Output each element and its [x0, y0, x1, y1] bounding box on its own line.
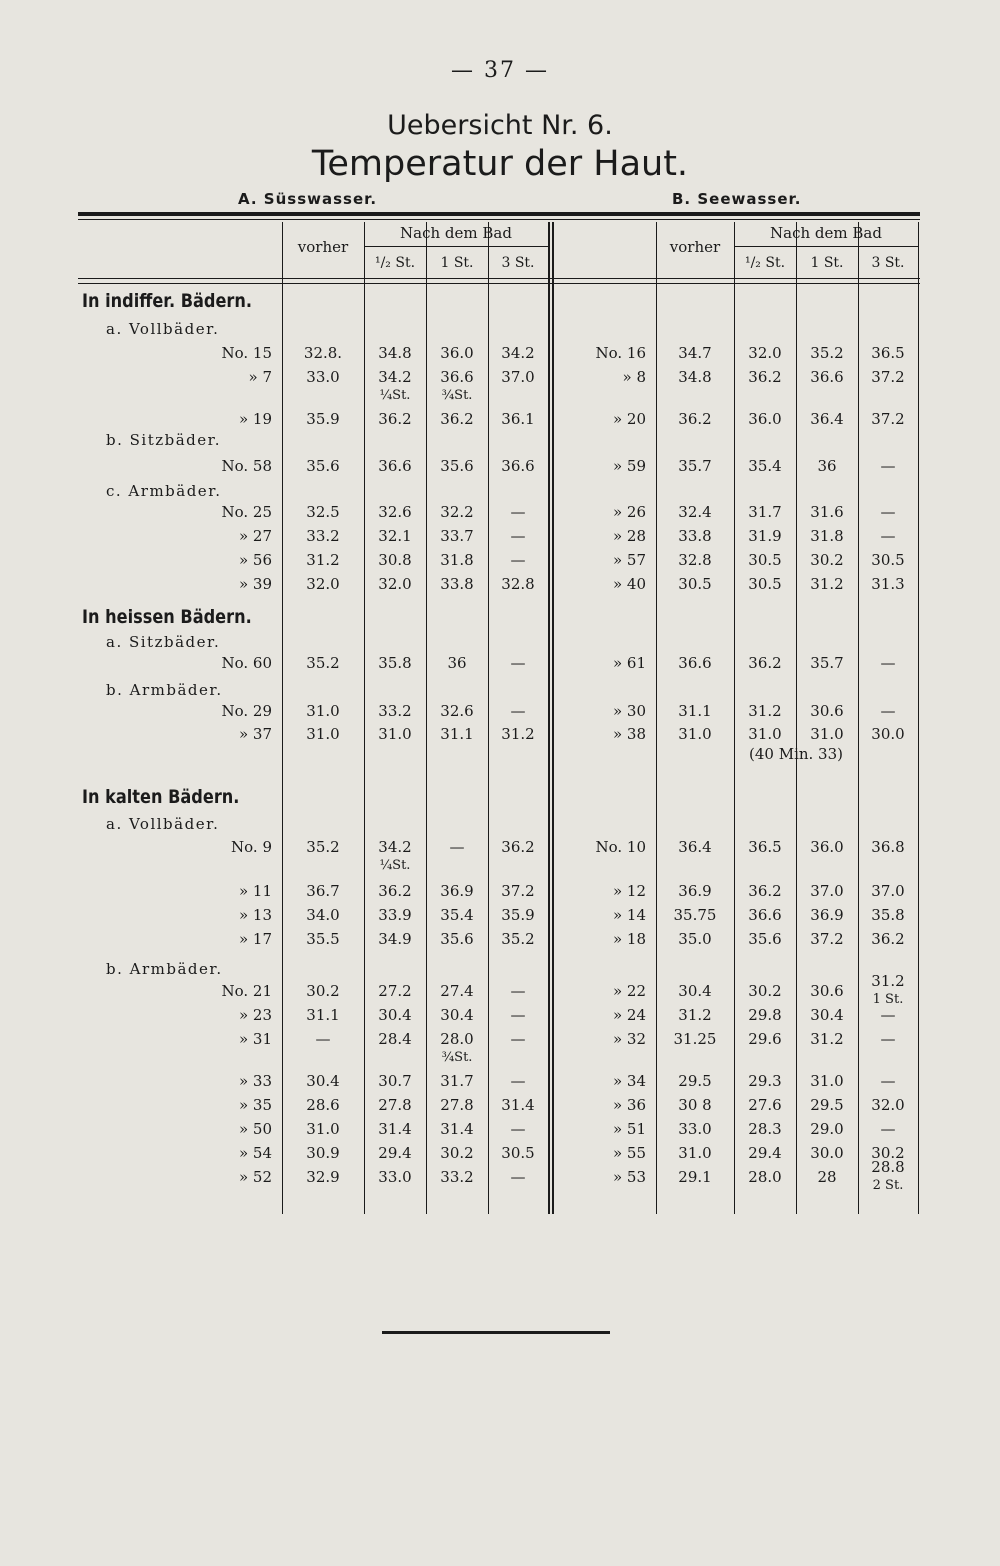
- row-label-b: » 30: [612, 702, 646, 720]
- cell-a: 31.2: [501, 725, 535, 743]
- cell-a: 32.9: [306, 1168, 340, 1186]
- cell-b: 35.2: [810, 344, 844, 362]
- cell-b: 31.8: [810, 527, 844, 545]
- cell-b: 30.6: [810, 982, 844, 1000]
- cell-b: 36.5: [871, 344, 905, 362]
- cell-b: 30.0: [871, 725, 905, 743]
- cell-a: 36: [447, 654, 467, 672]
- header-half-a: ¹/₂ St.: [374, 255, 416, 271]
- cell-b: 30.5: [748, 575, 782, 593]
- row-label-b: » 59: [612, 457, 646, 475]
- cell-a: 37.0: [501, 368, 535, 386]
- cell-b: 36.0: [748, 410, 782, 428]
- cell-b: —: [880, 527, 896, 545]
- cell-a: 31.0: [306, 725, 340, 743]
- cell-a: 30.8: [378, 551, 412, 569]
- subgroup-heading: b. Sitzbäder.: [106, 431, 221, 449]
- cell-a: 34.0: [306, 906, 340, 924]
- cell-b: —: [880, 654, 896, 672]
- cell-a: 33.2: [378, 702, 412, 720]
- cell-b: 30.5: [748, 551, 782, 569]
- row-label-a: » 31: [238, 1030, 272, 1048]
- cell-a: 36.2: [378, 882, 412, 900]
- cell-b: 30.2: [871, 1144, 905, 1162]
- cell-a: 30.2: [440, 1144, 474, 1162]
- subgroup-heading: a. Vollbäder.: [106, 320, 220, 338]
- cell-a: 34.2: [378, 368, 412, 386]
- cell-a: 34.2: [378, 838, 412, 856]
- row-label-a: » 19: [238, 410, 272, 428]
- cell-b: 30.2: [810, 551, 844, 569]
- cell-a: 32.0: [378, 575, 412, 593]
- cell-b: 30 8: [678, 1096, 712, 1114]
- cell-b: 30.6: [810, 702, 844, 720]
- cell-a: 27.8: [440, 1096, 474, 1114]
- cell-a: —: [315, 1030, 331, 1048]
- cell-note-b: 1 St.: [872, 992, 904, 1007]
- cell-b: 29.4: [748, 1144, 782, 1162]
- row-label-a: No. 25: [221, 503, 272, 521]
- row-label-b: » 55: [612, 1144, 646, 1162]
- subgroup-heading: b. Armbäder.: [106, 681, 223, 699]
- row-label-a: » 56: [238, 551, 272, 569]
- bottom-rule: [382, 1331, 610, 1334]
- row-label-a: » 52: [238, 1168, 272, 1186]
- cell-note-a: ¾St.: [441, 388, 473, 403]
- cell-a: 31.4: [501, 1096, 535, 1114]
- row-label-b: » 18: [612, 930, 646, 948]
- cell-b: 30.5: [871, 551, 905, 569]
- cell-a: 35.2: [306, 838, 340, 856]
- cell-a: 31.1: [306, 1006, 340, 1024]
- row-label-a: » 7: [248, 368, 272, 386]
- top-rule: [78, 212, 920, 216]
- cell-a: 30.5: [501, 1144, 535, 1162]
- cell-a: 27.2: [378, 982, 412, 1000]
- cell-a: 35.4: [440, 906, 474, 924]
- cell-a: 32.5: [306, 503, 340, 521]
- cell-a: 36.2: [440, 410, 474, 428]
- cell-b: 29.6: [748, 1030, 782, 1048]
- cell-a: —: [510, 982, 526, 1000]
- row-label-b: » 38: [612, 725, 646, 743]
- subgroup-heading: a. Vollbäder.: [106, 815, 220, 833]
- header-three-b: 3 St.: [871, 255, 905, 271]
- cell-a: 31.0: [378, 725, 412, 743]
- cell-b: 36.5: [748, 838, 782, 856]
- cell-a: 36.9: [440, 882, 474, 900]
- cell-a: 35.5: [306, 930, 340, 948]
- row-label-b: » 28: [612, 527, 646, 545]
- cell-b: 34.8: [678, 368, 712, 386]
- row-label-b: » 40: [612, 575, 646, 593]
- header-nach-a: Nach dem Bad: [400, 224, 512, 242]
- cell-b: 31.2: [678, 1006, 712, 1024]
- cell-a: 34.2: [501, 344, 535, 362]
- cell-a: 30.2: [306, 982, 340, 1000]
- cell-b: 31.6: [810, 503, 844, 521]
- cell-a: 33.2: [306, 527, 340, 545]
- cell-a: 31.8: [440, 551, 474, 569]
- row-label-a: » 39: [238, 575, 272, 593]
- cell-b: 28.3: [748, 1120, 782, 1138]
- top-rule-thin: [78, 219, 920, 220]
- cell-a: 30.4: [378, 1006, 412, 1024]
- cell-a: 33.0: [306, 368, 340, 386]
- cell-b: 36.9: [810, 906, 844, 924]
- cell-b: 33.0: [678, 1120, 712, 1138]
- cell-note-a: ¼St.: [379, 388, 411, 403]
- subgroup-heading: a. Sitzbäder.: [106, 633, 221, 651]
- cell-b: 36.8: [871, 838, 905, 856]
- cell-b: 31.0: [678, 725, 712, 743]
- cell-a: 30.7: [378, 1072, 412, 1090]
- cell-a: —: [510, 503, 526, 521]
- nach-rule-b: [734, 246, 918, 247]
- cell-a: 28.4: [378, 1030, 412, 1048]
- group-heading: In heissen Bädern.: [82, 606, 252, 628]
- cell-b: 36.4: [810, 410, 844, 428]
- cell-a: 36.6: [378, 457, 412, 475]
- cell-b: 32.0: [748, 344, 782, 362]
- cell-b: 35.7: [810, 654, 844, 672]
- row-label-a: » 27: [238, 527, 272, 545]
- cell-extra-b: (40 Min. 33): [749, 745, 843, 763]
- cell-a: 32.6: [378, 503, 412, 521]
- cell-a: 33.9: [378, 906, 412, 924]
- subgroup-heading: c. Armbäder.: [106, 482, 222, 500]
- row-label-b: » 57: [612, 551, 646, 569]
- cell-b: 36.2: [748, 654, 782, 672]
- row-label-b: No. 16: [595, 344, 646, 362]
- cell-a: 36.2: [378, 410, 412, 428]
- cell-a: 31.7: [440, 1072, 474, 1090]
- cell-b: 36.9: [678, 882, 712, 900]
- cell-a: 29.4: [378, 1144, 412, 1162]
- header-one-b: 1 St.: [810, 255, 844, 271]
- row-label-b: » 26: [612, 503, 646, 521]
- row-label-a: No. 21: [221, 982, 272, 1000]
- cell-note-a: ¼St.: [379, 858, 411, 873]
- row-label-a: » 54: [238, 1144, 272, 1162]
- cell-b: 31.0: [678, 1144, 712, 1162]
- cell-b: 30.4: [810, 1006, 844, 1024]
- table-title: Uebersicht Nr. 6.: [387, 110, 613, 141]
- header-vorher-a: vorher: [297, 238, 349, 256]
- cell-note-b: 2 St.: [872, 1178, 904, 1193]
- row-label-a: » 37: [238, 725, 272, 743]
- cell-b: 35.8: [871, 906, 905, 924]
- cell-b: 31.2: [748, 702, 782, 720]
- cell-b: 36.4: [678, 838, 712, 856]
- nach-rule-a: [364, 246, 548, 247]
- column-rule: [548, 222, 550, 1214]
- row-label-a: » 33: [238, 1072, 272, 1090]
- cell-a: 36.6: [440, 368, 474, 386]
- cell-b: 35.4: [748, 457, 782, 475]
- cell-b: 36.2: [748, 368, 782, 386]
- cell-b: 35.6: [748, 930, 782, 948]
- cell-b: 28.0: [748, 1168, 782, 1186]
- row-label-b: » 61: [612, 654, 646, 672]
- cell-b: 31.9: [748, 527, 782, 545]
- cell-b: 32.4: [678, 503, 712, 521]
- row-label-b: » 24: [612, 1006, 646, 1024]
- row-label-a: No. 60: [221, 654, 272, 672]
- cell-a: 27.8: [378, 1096, 412, 1114]
- row-label-b: » 8: [622, 368, 646, 386]
- cell-b: 36.2: [678, 410, 712, 428]
- row-label-b: » 32: [612, 1030, 646, 1048]
- cell-b: 31.0: [748, 725, 782, 743]
- cell-a: —: [510, 1168, 526, 1186]
- cell-b: 36.0: [810, 838, 844, 856]
- row-label-b: » 51: [612, 1120, 646, 1138]
- cell-a: —: [510, 654, 526, 672]
- cell-a: 36.2: [501, 838, 535, 856]
- row-label-a: » 13: [238, 906, 272, 924]
- cell-a: 35.8: [378, 654, 412, 672]
- cell-b: —: [880, 1030, 896, 1048]
- cell-b: 33.8: [678, 527, 712, 545]
- cell-a: 33.7: [440, 527, 474, 545]
- cell-a: 28.6: [306, 1096, 340, 1114]
- row-label-b: » 20: [612, 410, 646, 428]
- row-label-b: » 53: [612, 1168, 646, 1186]
- cell-a: 31.4: [378, 1120, 412, 1138]
- cell-b: —: [880, 1006, 896, 1024]
- cell-a: 35.2: [306, 654, 340, 672]
- cell-a: 34.8: [378, 344, 412, 362]
- cell-a: 33.8: [440, 575, 474, 593]
- column-rule: [918, 222, 919, 1214]
- cell-a: 35.6: [306, 457, 340, 475]
- cell-a: 35.2: [501, 930, 535, 948]
- row-label-a: No. 58: [221, 457, 272, 475]
- cell-a: —: [510, 551, 526, 569]
- cell-a: 31.0: [306, 1120, 340, 1138]
- cell-a: 36.6: [501, 457, 535, 475]
- cell-b: 31.2: [810, 1030, 844, 1048]
- row-label-b: » 34: [612, 1072, 646, 1090]
- row-label-a: No. 15: [221, 344, 272, 362]
- cell-b: 34.7: [678, 344, 712, 362]
- cell-a: 30.9: [306, 1144, 340, 1162]
- cell-a: 33.0: [378, 1168, 412, 1186]
- cell-b: 36.6: [678, 654, 712, 672]
- cell-b: 27.6: [748, 1096, 782, 1114]
- cell-b: 29.1: [678, 1168, 712, 1186]
- cell-b: 37.2: [871, 368, 905, 386]
- page-number: — 37 —: [451, 58, 549, 83]
- cell-a: 35.9: [306, 410, 340, 428]
- cell-b: 29.0: [810, 1120, 844, 1138]
- cell-b: 37.0: [871, 882, 905, 900]
- cell-a: —: [510, 1120, 526, 1138]
- cell-b: —: [880, 1072, 896, 1090]
- cell-a: —: [510, 702, 526, 720]
- group-heading: In indiffer. Bädern.: [82, 290, 253, 312]
- cell-b: 29.8: [748, 1006, 782, 1024]
- cell-b: 36: [817, 457, 837, 475]
- cell-b: 31.7: [748, 503, 782, 521]
- cell-b: 31.1: [678, 702, 712, 720]
- cell-b: 32.8: [678, 551, 712, 569]
- cell-a: 28.0: [440, 1030, 474, 1048]
- cell-a: 32.1: [378, 527, 412, 545]
- header-nach-b: Nach dem Bad: [770, 224, 882, 242]
- cell-b: 31.3: [871, 575, 905, 593]
- header-bottom-rule-2: [78, 283, 920, 284]
- cell-a: 32.6: [440, 702, 474, 720]
- cell-a: —: [449, 838, 465, 856]
- cell-a: 30.4: [306, 1072, 340, 1090]
- row-label-a: » 11: [238, 882, 272, 900]
- row-label-a: » 17: [238, 930, 272, 948]
- header-vorher-b: vorher: [669, 238, 721, 256]
- cell-b: 36.2: [871, 930, 905, 948]
- cell-b: 37.2: [871, 410, 905, 428]
- cell-b: 30.4: [678, 982, 712, 1000]
- cell-a: 32.8: [501, 575, 535, 593]
- section-a-heading: A. Süsswasser.: [238, 190, 378, 208]
- header-one-a: 1 St.: [440, 255, 474, 271]
- column-rule: [552, 222, 554, 1214]
- row-label-b: » 12: [612, 882, 646, 900]
- cell-a: 31.1: [440, 725, 474, 743]
- cell-b: 31.0: [810, 725, 844, 743]
- cell-b: —: [880, 457, 896, 475]
- cell-a: —: [510, 1006, 526, 1024]
- cell-b: 35.7: [678, 457, 712, 475]
- cell-b: 35.75: [673, 906, 717, 924]
- cell-b: —: [880, 702, 896, 720]
- cell-b: 29.5: [678, 1072, 712, 1090]
- cell-a: 32.0: [306, 575, 340, 593]
- group-heading: In kalten Bädern.: [82, 786, 240, 808]
- cell-b: 31.2: [810, 575, 844, 593]
- row-label-a: » 50: [238, 1120, 272, 1138]
- cell-a: 34.9: [378, 930, 412, 948]
- cell-a: 35.6: [440, 457, 474, 475]
- cell-b: 29.5: [810, 1096, 844, 1114]
- section-b-heading: B. Seewasser.: [672, 190, 802, 208]
- cell-a: 31.4: [440, 1120, 474, 1138]
- cell-note-a: ¾St.: [441, 1050, 473, 1065]
- cell-b: 31.0: [810, 1072, 844, 1090]
- row-label-b: » 22: [612, 982, 646, 1000]
- cell-a: 31.2: [306, 551, 340, 569]
- cell-b: 35.0: [678, 930, 712, 948]
- cell-b: 30.0: [810, 1144, 844, 1162]
- cell-a: 37.2: [501, 882, 535, 900]
- cell-a: —: [510, 527, 526, 545]
- cell-b: 32.0: [871, 1096, 905, 1114]
- cell-a: 31.0: [306, 702, 340, 720]
- cell-a: 27.4: [440, 982, 474, 1000]
- cell-a: 30.4: [440, 1006, 474, 1024]
- header-bottom-rule: [78, 278, 920, 279]
- cell-a: —: [510, 1030, 526, 1048]
- cell-b: —: [880, 503, 896, 521]
- row-label-a: No. 9: [231, 838, 272, 856]
- cell-b: 36.2: [748, 882, 782, 900]
- cell-b: 30.2: [748, 982, 782, 1000]
- cell-a: 36.7: [306, 882, 340, 900]
- table-subtitle: Temperatur der Haut.: [311, 144, 689, 184]
- cell-b: 31.25: [673, 1030, 717, 1048]
- row-label-a: » 35: [238, 1096, 272, 1114]
- cell-b: 31.2: [871, 972, 905, 990]
- cell-a: 35.9: [501, 906, 535, 924]
- row-label-b: » 14: [612, 906, 646, 924]
- row-label-b: » 36: [612, 1096, 646, 1114]
- cell-a: 33.2: [440, 1168, 474, 1186]
- cell-b: 30.5: [678, 575, 712, 593]
- cell-b: 36.6: [810, 368, 844, 386]
- cell-a: 32.8.: [303, 344, 343, 362]
- cell-b: 28: [817, 1168, 837, 1186]
- header-three-a: 3 St.: [501, 255, 535, 271]
- cell-b: 37.2: [810, 930, 844, 948]
- row-label-b: No. 10: [595, 838, 646, 856]
- header-half-b: ¹/₂ St.: [744, 255, 786, 271]
- cell-b: 36.6: [748, 906, 782, 924]
- cell-b: 28.8: [871, 1158, 905, 1176]
- cell-b: —: [880, 1120, 896, 1138]
- cell-b: 29.3: [748, 1072, 782, 1090]
- row-label-a: No. 29: [221, 702, 272, 720]
- cell-a: —: [510, 1072, 526, 1090]
- cell-b: 37.0: [810, 882, 844, 900]
- row-label-a: » 23: [238, 1006, 272, 1024]
- cell-a: 32.2: [440, 503, 474, 521]
- cell-a: 36.1: [501, 410, 535, 428]
- cell-a: 36.0: [440, 344, 474, 362]
- subgroup-heading: b. Armbäder.: [106, 960, 223, 978]
- cell-a: 35.6: [440, 930, 474, 948]
